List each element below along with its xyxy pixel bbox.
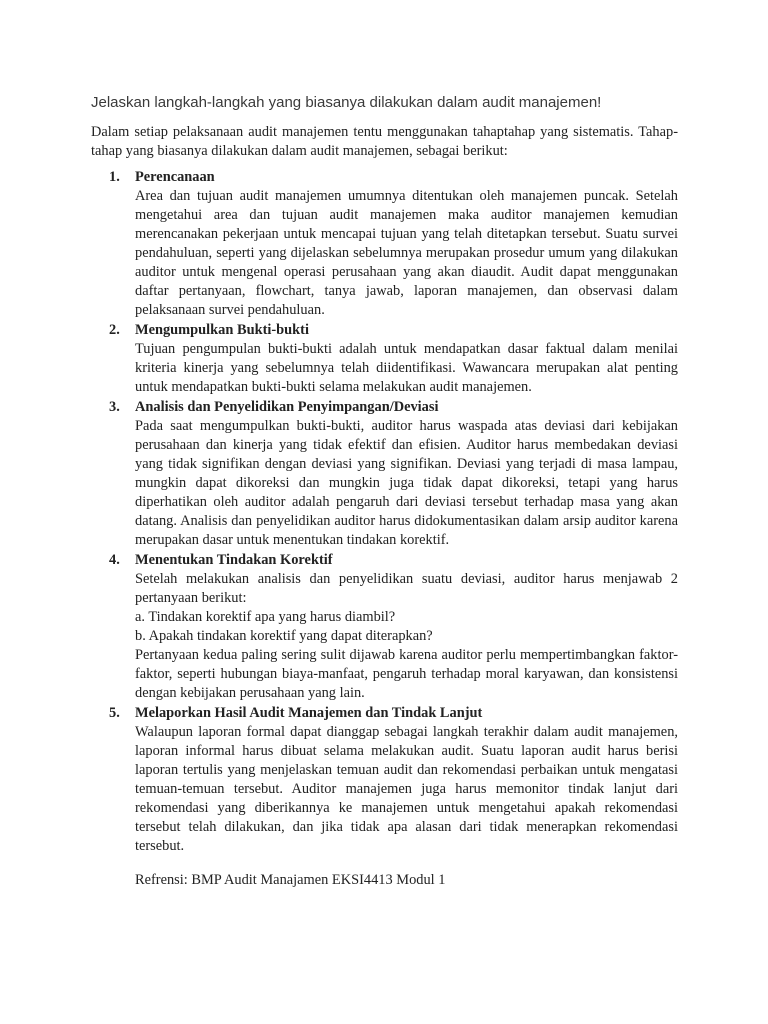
step-item-4 (91, 551, 678, 703)
step-body: Walaupun laporan formal dapat dianggap sebagai langkah terakhir dalam audit manajemen, laporan informal harus dibuat selama melakukan audit. Suatu laporan audit harus berisi laporan tertulis yang menjelaskan temuan audit dan rekomendasi perbaikan untuk mengatasi temuan-temuan tersebut. Auditor manajemen juga harus memonitor tindak lanjut dari rekomendasi yang diberikannya ke manajemen untuk mengetahui apakah rekomendasi tersebut telah dilakukan, dan jika tidak apa alasan dari tidak menerapkan rekomendasi tersebut. (135, 724, 678, 854)
step-body: Pada saat mengumpulkan bukti-bukti, auditor harus waspada atas deviasi dari kebijakan perusahaan dan kinerja yang tidak efektif dan efisien. Auditor harus membedakan deviasi yang tidak signifikan dengan deviasi yang signifikan. Deviasi yang terjadi di masa lampau, mungkin dapat dikoreksi dan mungkin juga tidak dapat dikoreksi, tetapi yang harus diperhatikan oleh auditor adalah pengaruh dari deviasi tersebut terhadap masa yang akan datang. Analisis dan penyelidikan auditor harus didokumentasikan dalam arsip auditor karena merupakan dasar untuk menentukan tindakan korektif. (135, 418, 678, 548)
question-heading: Jelaskan langkah-langkah yang biasanya dilakukan dalam audit manajemen! (91, 94, 602, 111)
step-number: 5. (109, 705, 120, 721)
sub-question-b: b. Apakah tindakan korektif yang dapat diterapkan? (135, 628, 433, 644)
reference-line: Refrensi: BMP Audit Manajamen EKSI4413 Modul 1 (135, 872, 446, 888)
step-title: Mengumpulkan Bukti-bukti (135, 322, 309, 338)
step-number: 4. (109, 552, 120, 568)
step-body: Tujuan pengumpulan bukti-bukti adalah untuk mendapatkan dasar faktual dalam menilai kriteria kinerja yang sebelumnya telah diidentifikasi. Wawancara merupakan alat penting untuk mendapatkan bukti-bukti selama melakukan audit manajemen. (135, 341, 678, 395)
sub-question-a: a. Tindakan korektif apa yang harus diambil? (135, 609, 396, 625)
intro-paragraph: Dalam setiap pelaksanaan audit manajemen tentu menggunakan tahaptahap yang sistematis. Tahap-tahap yang biasanya dilakukan dalam audit manajemen, sebagai berikut: (91, 124, 678, 159)
step-title: Perencanaan (135, 169, 215, 185)
step-number: 2. (109, 322, 120, 338)
step-body: Setelah melakukan analisis dan penyelidikan suatu deviasi, auditor harus menjawab 2 pertanyaan berikut: (135, 571, 678, 606)
step-body-continued: Pertanyaan kedua paling sering sulit dijawab karena auditor perlu mempertimbangkan faktor-faktor, seperti hubungan biaya-manfaat, pengaruh terhadap moral karyawan, dan konsistensi dengan kebijakan perusahaan yang lain. (135, 647, 678, 701)
answer-body (91, 123, 678, 890)
step-number: 3. (109, 399, 120, 415)
step-title: Analisis dan Penyelidikan Penyimpangan/Deviasi (135, 399, 439, 415)
step-item-1 (91, 168, 678, 320)
step-number: 1. (109, 169, 120, 185)
step-item-2 (91, 321, 678, 397)
steps-list (91, 168, 678, 856)
step-body: Area dan tujuan audit manajemen umumnya ditentukan oleh manajemen puncak. Setelah mengetahui area dan tujuan audit manajemen maka auditor manajemen kemudian merencanakan pekerjaan untuk mencapai tujuan yang telah ditetapkan tersebut. Suatu survei pendahuluan, seperti yang dijelaskan sebelumnya merupakan prosedur umum yang dilakukan auditor untuk mengenal operasi perusahaan yang akan diaudit. Audit dapat menggunakan daftar pertanyaan, flowchart, tanya jawab, laporan manajemen, dan observasi dalam pelaksanaan survei pendahuluan. (135, 188, 678, 318)
step-title: Menentukan Tindakan Korektif (135, 552, 333, 568)
step-item-5 (91, 704, 678, 856)
step-item-3 (91, 398, 678, 550)
step-title: Melaporkan Hasil Audit Manajemen dan Tindak Lanjut (135, 705, 483, 721)
